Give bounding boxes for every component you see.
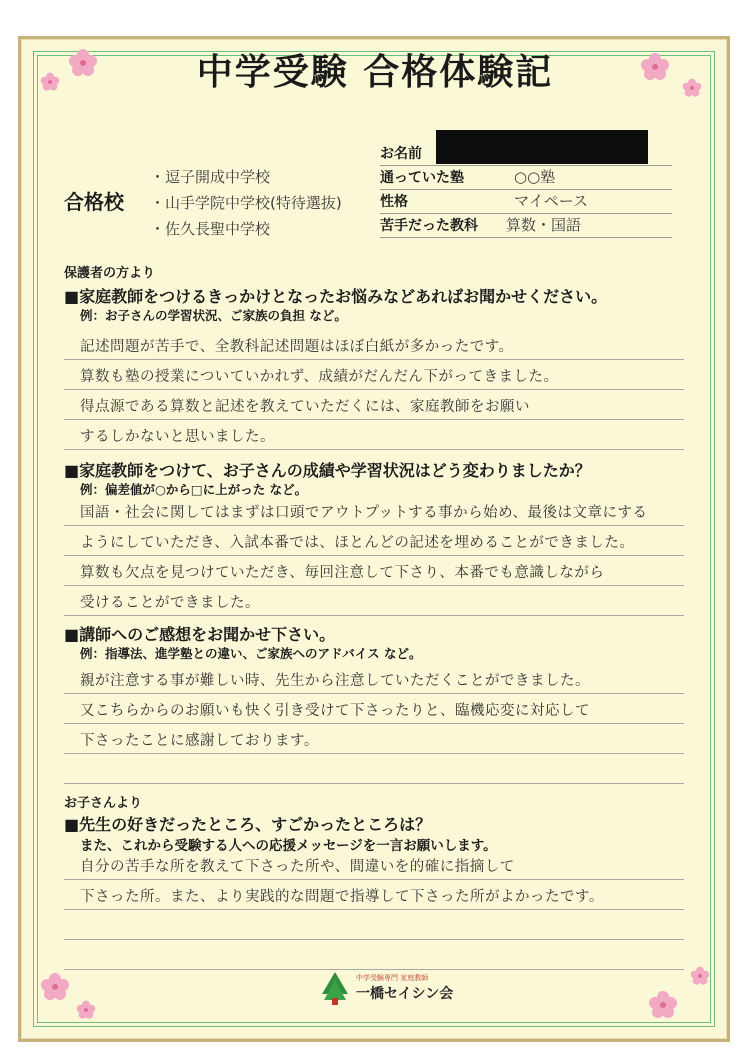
question-2: ■家庭教師をつけて、お子さんの成績や学習状況はどう変わりましたか？	[64, 461, 591, 480]
juku-label: 通っていた塾	[380, 170, 464, 186]
juku-value: ○○塾	[514, 168, 556, 186]
question-4: ■先生の好きだったところ、すごかったところは？	[64, 815, 432, 834]
parent-section-tag: 保護者の方より	[64, 266, 156, 281]
flower-icon	[648, 990, 678, 1020]
school-item: ・逗子開成中学校	[150, 168, 271, 186]
school-item: ・佐久長聖中学校	[150, 220, 271, 238]
answer-line: 受けることができました。	[64, 586, 684, 616]
seikaku-value: マイペース	[514, 192, 588, 210]
nigate-value: 算数・国語	[506, 216, 582, 234]
answer-4	[64, 850, 684, 970]
answer-line: 記述問題が苦手で、全教科記述問題はほぼ白紙が多かったです。	[64, 330, 684, 360]
logo-text	[356, 973, 453, 1003]
question-1-example: 例：お子さんの学習状況、ご家族の負担 など。	[80, 308, 347, 323]
answer-3	[64, 664, 684, 784]
child-section-tag: お子さんより	[64, 796, 143, 811]
flower-icon	[690, 966, 710, 986]
answer-1	[64, 330, 684, 450]
answer-line: 又こちらからのお願いも快く引き受けて下さったりと、臨機応変に対応して	[64, 694, 684, 724]
school-item: ・山手学院中学校(特待選抜)	[150, 194, 342, 212]
company-logo	[320, 970, 453, 1006]
logo-tagline: 中学受験専門 家庭教師	[356, 974, 429, 982]
answer-line	[64, 910, 684, 940]
flower-icon	[76, 1000, 96, 1020]
gokaku-label: 合格校	[64, 190, 124, 214]
answer-2	[64, 496, 684, 616]
answer-line: 国語・社会に関してはまずは口頭でアウトプットする事から始め、最後は文章にする	[64, 496, 684, 526]
name-label: お名前	[380, 146, 422, 162]
info-row-name	[380, 142, 672, 166]
answer-line: 自分の苦手な所を教えて下さった所や、間違いを的確に指摘して	[64, 850, 684, 880]
info-table	[380, 142, 672, 238]
answer-line: 算数も塾の授業についていかれず、成績がだんだん下がってきました。	[64, 360, 684, 390]
answer-line: ようにしていただき、入試本番では、ほとんどの記述を埋めることができました。	[64, 526, 684, 556]
answer-line	[64, 940, 684, 970]
question-3-example: 例：指導法、進学塾との違い、ご家族へのアドバイス など。	[80, 646, 422, 661]
flower-icon	[40, 972, 70, 1002]
answer-line	[64, 754, 684, 784]
answer-line: するしかないと思いました。	[64, 420, 684, 450]
answer-line: 得点源である算数と記述を教えていただくには、家庭教師をお願い	[64, 390, 684, 420]
seikaku-label: 性格	[380, 194, 408, 210]
question-4-subtext: また、これから受験する人への応援メッセージを一言お願いします。	[80, 838, 497, 854]
logo-name: 一橋セイシン会	[356, 986, 454, 1002]
answer-line: 下さったことに感謝しております。	[64, 724, 684, 754]
tree-logo-icon	[320, 970, 350, 1006]
answer-line: 親が注意する事が難しい時、先生から注意していただくことができました。	[64, 664, 684, 694]
info-row-seikaku	[380, 190, 672, 214]
question-1: ■家庭教師をつけるきっかけとなったお悩みなどあればお聞かせください。	[64, 287, 608, 306]
school-list	[150, 164, 342, 242]
nigate-label: 苦手だった教科	[380, 218, 478, 234]
answer-line: 算数も欠点を見つけていただき、毎回注意して下さり、本番でも意識しながら	[64, 556, 684, 586]
answer-line: 下さった所。また、より実践的な問題で指導して下さった所がよかったです。	[64, 880, 684, 910]
question-3: ■講師へのご感想をお聞かせ下さい。	[64, 625, 336, 644]
redacted-name	[436, 130, 648, 164]
info-row-juku	[380, 166, 672, 190]
info-row-nigate	[380, 214, 672, 238]
question-2-example: 例：偏差値が○から□に上がった など。	[80, 482, 308, 497]
page-title: 中学受験 合格体験記	[196, 52, 554, 93]
